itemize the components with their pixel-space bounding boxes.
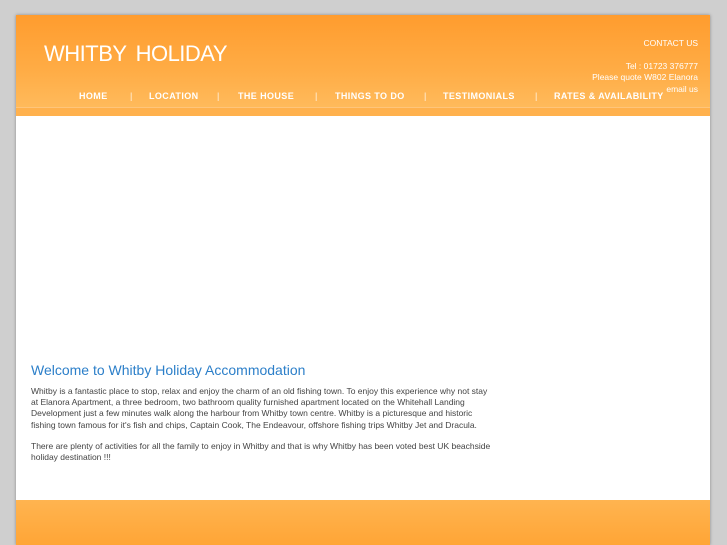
email-us-link[interactable]: email us: [666, 83, 698, 94]
telephone-text: Tel : 01723 376777: [625, 60, 698, 71]
nav-the-house[interactable]: THE HOUSE: [238, 91, 295, 101]
quote-reference-text: Please quote W802 Elanora: [592, 72, 698, 82]
nav-home[interactable]: HOME: [79, 91, 108, 101]
nav-things-to-do[interactable]: THINGS TO DO: [335, 91, 405, 101]
contact-block: [592, 38, 698, 95]
nav-location[interactable]: LOCATION: [149, 91, 199, 101]
nav-separator: |: [130, 91, 133, 101]
logo-word-whitby: WHITBY: [44, 41, 127, 66]
intro-paragraph: Whitby is a fantastic place to stop, relax and enjoy the charm of an old fishing town. To enjoy this experience why not stay at Elanora Apartment, a three bedroom, two bathroom quality furnished apartment located on the Whitehall Landing Development just a few minutes walk along the harbour from Whitby town centre. Whitby is a picturesque and historic fishing town famous for it's fish and chips, Captain Cook, The Endeavour, offshore fishing trips Whitby Jet and Dracula.: [31, 386, 488, 430]
activities-paragraph: There are plenty of activities for all the family to enjoy in Whitby and that is why Whitby has been voted best UK beachside holiday destination !!!: [31, 440, 491, 463]
header: [16, 15, 710, 115]
header-stripe: [16, 107, 710, 116]
page-container: [16, 15, 710, 545]
main-content: [31, 362, 491, 473]
nav-separator: |: [424, 91, 427, 101]
main-navigation: [16, 91, 710, 105]
footer: [16, 500, 710, 545]
nav-separator: |: [535, 91, 538, 101]
nav-rates-availability[interactable]: RATES & AVAILABILITY: [554, 91, 664, 101]
nav-separator: |: [315, 91, 318, 101]
nav-testimonials[interactable]: TESTIMONIALS: [443, 91, 515, 101]
contact-us-link[interactable]: CONTACT US: [643, 38, 698, 48]
page-title: Welcome to Whitby Holiday Accommodation: [31, 362, 306, 378]
site-logo[interactable]: [44, 41, 227, 67]
nav-separator: |: [217, 91, 220, 101]
logo-word-holiday: HOLIDAY: [135, 41, 228, 66]
